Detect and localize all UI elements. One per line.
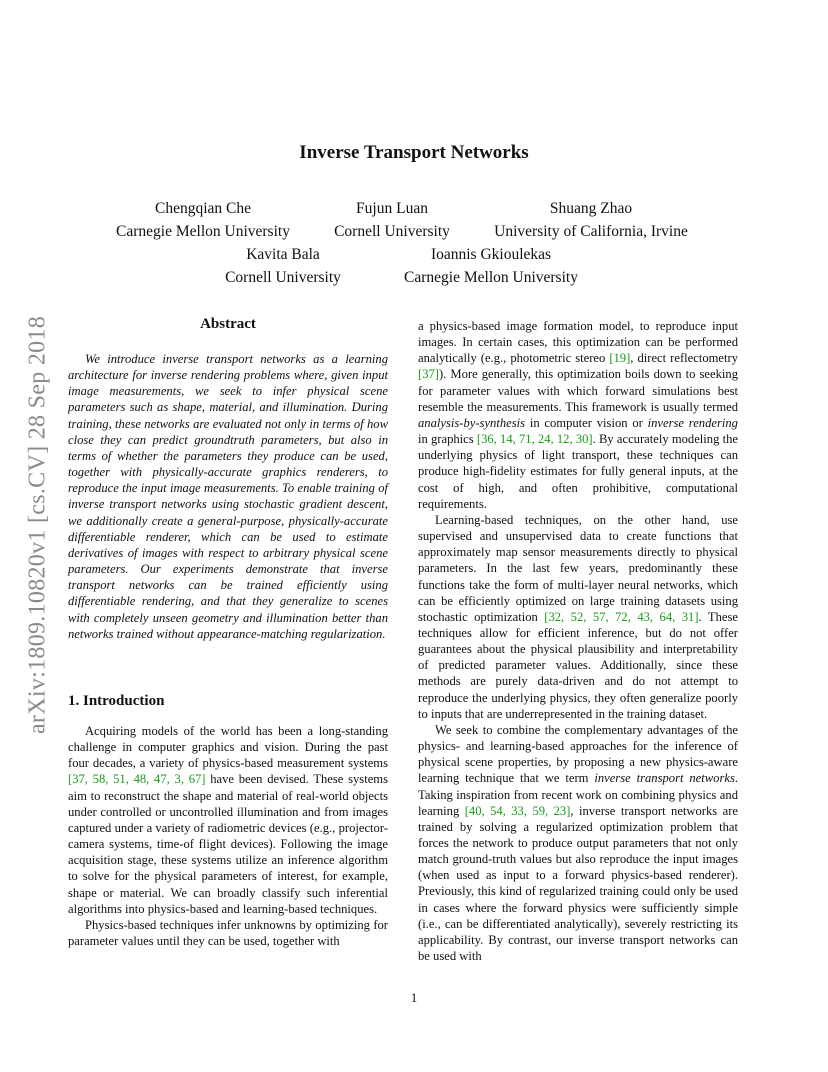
text-run: . By accurately modeling the underlying physics of light transport, these techniques can produce high-fidelity estimates for fully general inputs, at the cost of high, and often prohibitive, computational requirements. [418, 432, 738, 511]
author-affiliation: Carnegie Mellon University [404, 269, 578, 286]
text-run: a physics-based image formation model, to reproduce input images. In certain cases, this optimization can be performed analytically (e.g., photometric stereo [418, 319, 738, 366]
author-name: Ioannis Gkioulekas [430, 246, 552, 263]
author-affiliation: University of California, Irvine [494, 223, 688, 240]
intro-right-column [418, 318, 738, 964]
intro-paragraph-2 [68, 917, 388, 949]
citation-link[interactable]: [37, 58, 51, 48, 47, 3, 67] [68, 772, 206, 787]
text-run: We seek to combine the complementary advantages of the physics- and learning-based approaches for the inference of physical scene properties, by proposing a new physics-aware learning technique that we term [418, 722, 738, 786]
author-block-5 [404, 243, 578, 289]
intro-paragraph-3 [418, 318, 738, 512]
author-affiliation: Cornell University [334, 223, 450, 240]
citation-link[interactable]: [32, 52, 57, 72, 43, 64, 31] [544, 609, 699, 624]
text-run: . These techniques allow for efficient inference, but do not offer guarantees about the physical plausibility and interpretability of predicted parameter values. Additionally, since these methods are purely data-driven and do not attempt to reproduce the underlying physics, they often generalize poorly to inputs that are underrepresented in the training dataset. [418, 609, 738, 721]
author-name: Chengqian Che [155, 200, 251, 217]
author-block-1 [116, 197, 290, 243]
author-affiliation: Cornell University [225, 269, 341, 286]
intro-paragraph-1 [68, 723, 388, 917]
abstract-text [68, 351, 388, 642]
author-name: Shuang Zhao [549, 200, 633, 217]
author-block-2 [334, 197, 450, 243]
abstract-paragraph: We introduce inverse transport networks as a learning architecture for inverse rendering problems where, given input image measurements, we seek to infer physical scene parameters such as shape, material, and illumination. During training, these networks are evaluated not only in terms of how close they can predict groundtruth parameters, but also in terms of whether the parameters they produce can be used, together with physically-accurate graphics renderers, to reproduce the input image measurements. To enable training of inverse transport networks using stochastic gradient descent, we additionally create a general-purpose, physically-accurate differentiable renderer, which can be used to estimate derivatives of images with respect to arbitrary physical scene parameters. Our experiments demonstrate that inverse transport networks can be trained efficiently using differentiable rendering, and that they generalize to scenes with completely unseen geometry and illumination better than networks trained without appearance-matching regularization. [68, 352, 388, 641]
emphasized-term: analysis-by-synthesis [418, 415, 526, 430]
arxiv-stamp: arXiv:1809.10820v1 [cs.CV] 28 Sep 2018 [24, 315, 51, 735]
intro-paragraph-4 [418, 512, 738, 722]
text-run: Learning-based techniques, on the other hand, use supervised and unsupervised data to create functions that approximately map sensor measurements directly to physical parameters. In the last few years, predominantly these functions take the form of multi-layer neural networks, which can be efficiently optimized on large training datasets using stochastic optimization [418, 512, 738, 624]
page-number: 1 [410, 990, 418, 1005]
author-block-4 [225, 243, 341, 289]
author-affiliation: Carnegie Mellon University [116, 223, 290, 240]
text-run: , direct reflectometry [630, 351, 738, 366]
text-run: Physics-based techniques infer unknowns by optimizing for parameter values until they can be used, together with [68, 917, 388, 949]
author-block-3 [494, 197, 688, 243]
citation-link[interactable]: [36, 14, 71, 24, 12, 30] [476, 432, 593, 447]
text-run: . Taking inspiration from recent work on combining physics and learning [418, 771, 738, 818]
section-heading-introduction: 1. Introduction [68, 693, 165, 709]
text-run: have been devised. These systems aim to reconstruct the shape and material of real-world objects under controlled or uncontrolled illumination and from images captured under a variety of radiometric devices (e.g., projector-camera systems, time-of flight devices). Following the image acquisition stage, these systems utilize an inference algorithm to solve for the physical parameters of interest, for example, shape or material. We can broadly classify such inferential algorithms into physics-based and learning-based techniques. [68, 772, 388, 916]
text-run: , inverse transport networks are trained by solving a regularized optimization problem that forces the network to produce output parameters that not only match ground-truth values but also reproduce the input images (when used as input to a forward physics-based renderer). Previously, this kind of regularized training could only be used in cases where the forward physics were sufficiently simple (i.e., can be differentiated analytically), severely restricting its applicability. By contrast, our inverse transport networks can be used with [418, 803, 738, 964]
text-run: in graphics [418, 432, 477, 447]
text-run: in computer vision or [525, 415, 648, 430]
paper-title: Inverse Transport Networks [299, 142, 529, 163]
author-name: Fujun Luan [356, 200, 428, 217]
emphasized-term: inverse transport networks [594, 771, 735, 786]
abstract-heading: Abstract [200, 316, 256, 332]
citation-link[interactable]: [40, 54, 33, 59, 23] [464, 803, 571, 818]
emphasized-term: inverse rendering [647, 415, 738, 430]
citation-link[interactable]: [37] [418, 367, 439, 382]
citation-link[interactable]: [19] [609, 351, 631, 366]
intro-left-column [68, 723, 388, 949]
text-run: ). More generally, this optimization boils down to seeking for parameter values with which forward simulations best resemble the measurements. This framework is usually termed [418, 367, 738, 414]
author-name: Kavita Bala [246, 246, 320, 263]
intro-paragraph-5 [418, 722, 738, 964]
text-run: Acquiring models of the world has been a long-standing challenge in computer graphics and vision. During the past four decades, a variety of physics-based measurement systems [68, 724, 388, 771]
